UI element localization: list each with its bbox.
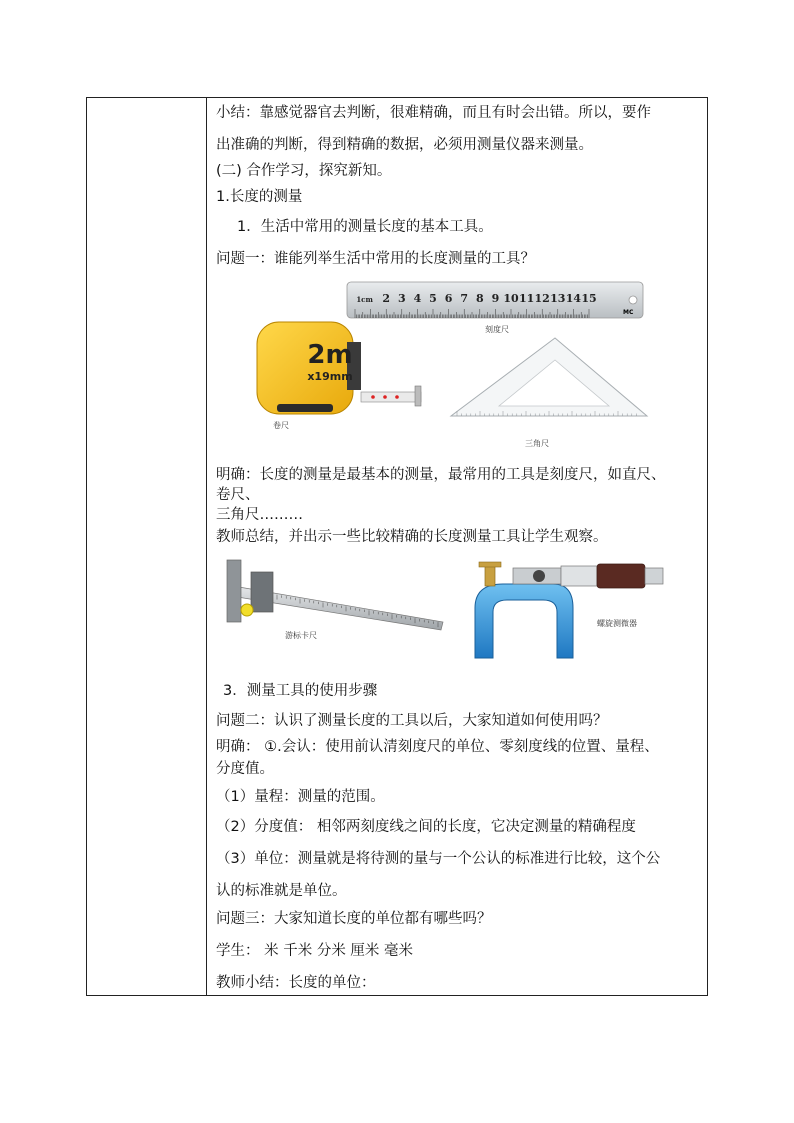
ruler-hole	[629, 296, 637, 304]
text-line: 3．测量工具的使用步骤	[223, 683, 378, 699]
ruler-number: 15	[581, 292, 597, 305]
text-line: 小结：靠感觉器官去判断，很难精确，而且有时会出错。所以，要作	[216, 105, 651, 121]
text-line: （2）分度值： 相邻两刻度线之间的长度，它决定测量的精确程度	[216, 819, 636, 835]
ruler-number: 8	[475, 292, 484, 305]
text-line: 三角尺………	[216, 507, 303, 523]
triangle-ruler	[451, 338, 647, 416]
figure-precision-tools	[213, 554, 693, 664]
ruler-number: 10	[503, 292, 519, 305]
content-cell	[207, 98, 707, 995]
text-line: 1.长度的测量	[216, 189, 303, 205]
ruler-number: 1cm	[356, 295, 373, 304]
text-line: 问题一：谁能列举生活中常用的长度测量的工具？	[216, 251, 535, 267]
ruler-number: 2	[382, 292, 391, 305]
text-line: 教师小结：长度的单位：	[216, 975, 376, 991]
text-line: （1）量程：测量的范围。	[216, 789, 385, 805]
figure-measuring-tools	[237, 280, 677, 456]
text-line: 明确： ①.会认：使用前认清刻度尺的单位、零刻度线的位置、量程、	[216, 739, 659, 755]
text-line: 分度值。	[216, 761, 274, 777]
ruler-number: 12	[534, 292, 550, 305]
left-column-cell	[87, 98, 207, 995]
ruler-number: 3	[397, 292, 406, 305]
ruler-number: 14	[565, 292, 582, 305]
lesson-table	[86, 97, 708, 996]
ruler-number: 7	[460, 292, 469, 305]
ruler-number: 5	[429, 292, 437, 305]
text-line: 学生： 米 千米 分米 厘米 毫米	[216, 943, 414, 959]
text-line: （3）单位：测量就是将待测的量与一个公认的标准进行比较，这个公	[216, 851, 661, 867]
caliper-caption: 游标卡尺	[285, 631, 317, 640]
micrometer	[475, 562, 663, 658]
text-line: 明确：长度的测量是最基本的测量，最常用的工具是刻度尺，如直尺、	[216, 467, 666, 483]
tape-width-label: x19mm	[307, 370, 353, 383]
ruler-number: 13	[550, 292, 566, 305]
text-line: 教师总结，并出示一些比较精确的长度测量工具让学生观察。	[216, 529, 608, 545]
text-line: (二) 合作学习，探究新知。	[216, 163, 392, 179]
ruler-number: 9	[491, 292, 500, 305]
text-line: 出准确的判断，得到精确的数据，必须用测量仪器来测量。	[216, 137, 593, 153]
text-line: 认的标准就是单位。	[216, 883, 347, 899]
ruler-caption: 刻度尺	[485, 325, 509, 334]
text-line: 问题二：认识了测量长度的工具以后，大家知道如何使用吗？	[216, 713, 608, 729]
ruler-number: 6	[444, 292, 453, 305]
micrometer-caption: 螺旋测微器	[597, 619, 637, 628]
tape-size-label: 2m	[307, 340, 353, 370]
triangle-caption: 三角尺	[525, 439, 549, 448]
ruler-number: 4	[413, 292, 422, 305]
text-line: 1．生活中常用的测量长度的基本工具。	[237, 219, 493, 235]
precision-tools-illustration	[213, 554, 693, 664]
ruler-brand-mark: MC	[623, 309, 634, 316]
ruler-number: 11	[518, 292, 535, 305]
tape-caption: 卷尺	[273, 421, 289, 430]
text-line: 问题三：大家知道长度的单位都有哪些吗？	[216, 911, 492, 927]
vernier-caliper	[227, 560, 443, 630]
text-line: 卷尺、	[216, 487, 260, 503]
